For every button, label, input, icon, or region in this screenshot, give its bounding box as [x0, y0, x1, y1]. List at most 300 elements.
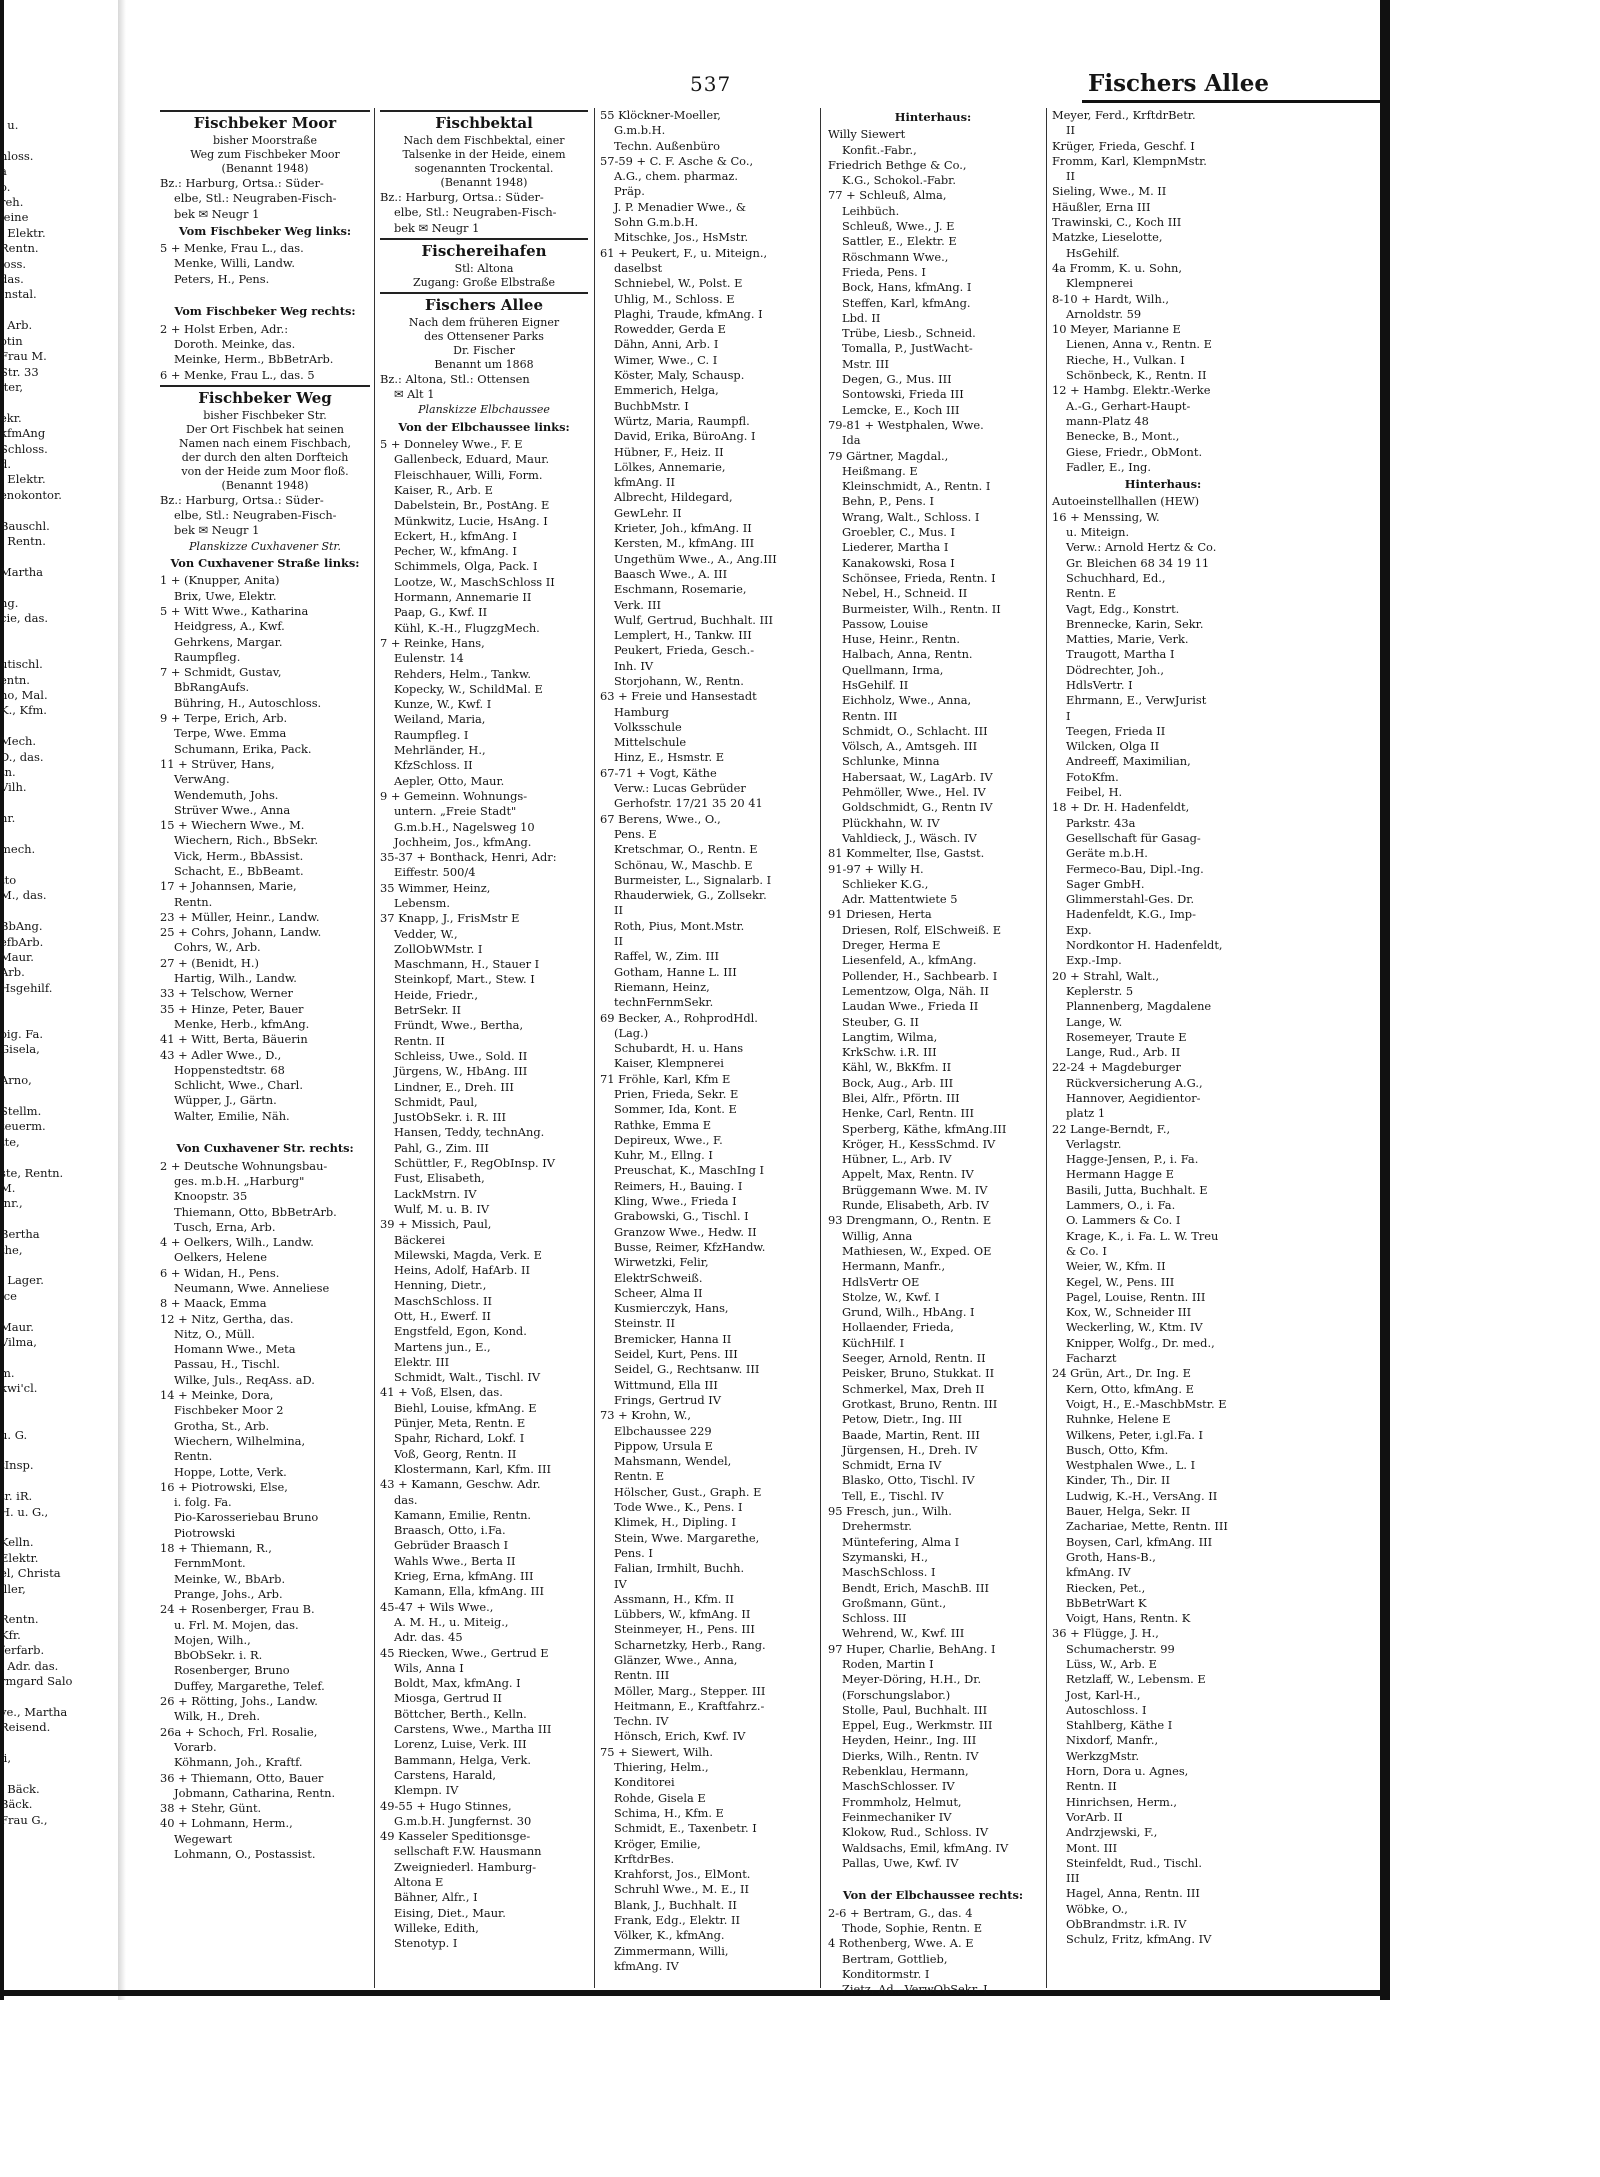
fragment-line: , Lager. — [0, 1273, 44, 1288]
directory-entry: A.-G., Gerhart-Haupt- — [1066, 398, 1191, 413]
directory-entry: VerwAng. — [174, 772, 230, 787]
directory-entry: Maschmann, H., Stauer I — [394, 957, 540, 972]
street-heading: Fischers Allee — [380, 292, 588, 316]
directory-entry: Carstens, Harald, — [394, 1767, 497, 1782]
directory-entry: 18 + Dr. H. Hadenfeldt, — [1052, 800, 1190, 815]
directory-entry: 36 + Flügge, J. H., — [1052, 1626, 1159, 1641]
fragment-line: lter, — [0, 379, 23, 394]
directory-entry: FernmMont. — [174, 1556, 246, 1571]
fragment-line: iller, — [0, 1581, 26, 1596]
directory-column-4 — [828, 108, 1038, 1997]
directory-entry: Wegewart — [174, 1831, 233, 1846]
directory-entry: Hönsch, Erich, Kwf. IV — [614, 1729, 746, 1744]
directory-entry: Schmerkel, Max, Dreh II — [842, 1381, 985, 1396]
directory-entry: Münkwitz, Lucie, HsAng. I — [394, 513, 548, 528]
directory-entry: 73 + Krohn, W., — [600, 1408, 691, 1423]
directory-entry: Gerhofstr. 17/21 35 20 41 — [614, 796, 763, 811]
directory-entry: 15 + Wiechern Wwe., M. — [160, 818, 305, 833]
directory-entry: HsGehilf. II — [842, 677, 909, 692]
fragment-line: otin — [0, 333, 23, 348]
directory-entry: 91-97 + Willy H. — [828, 861, 924, 876]
directory-entry: Raumpfleg. I — [394, 727, 469, 742]
directory-entry: 91 Driesen, Herta — [828, 907, 932, 922]
fragment-line — [0, 642, 112, 657]
directory-entry: Langtim, Wilma, — [842, 1029, 938, 1044]
street-heading: Fischereihafen — [380, 238, 588, 262]
directory-entry: Böttcher, Berth., Kelln. — [394, 1706, 527, 1721]
directory-entry: Aepler, Otto, Maur. — [394, 773, 505, 788]
directory-entry: Kunze, W., Kwf. I — [394, 697, 492, 712]
directory-entry: Zietz, Ad., VerwObSekr. I — [842, 1982, 988, 1997]
directory-entry: bek ✉ Neugr 1 — [174, 206, 260, 221]
fragment-line: Instal. — [0, 287, 37, 302]
directory-entry: kfmAng. II — [614, 475, 676, 490]
directory-entry: Falian, Irmhilt, Buchh. — [614, 1561, 745, 1576]
directory-entry: Kanakowski, Rosa I — [842, 555, 955, 570]
directory-entry: Schumann, Erika, Pack. — [174, 741, 312, 756]
directory-column-3 — [600, 108, 812, 1988]
fragment-line: , Elektr. — [0, 472, 46, 487]
directory-entry: Frank, Edg., Elektr. II — [614, 1913, 740, 1928]
directory-entry: 41 + Voß, Elsen, das. — [380, 1385, 503, 1400]
fragment-line — [0, 1058, 112, 1073]
directory-entry: Rosemeyer, Traute E — [1066, 1029, 1187, 1044]
directory-entry: Pens. E — [614, 826, 657, 841]
directory-entry: Häußler, Erna III — [1052, 199, 1151, 214]
directory-entry: Giese, Friedr., ObMont. — [1066, 444, 1203, 459]
directory-entry: Adr. Mattentwiete 5 — [842, 892, 958, 907]
directory-entry: Schleiss, Uwe., Sold. II — [394, 1048, 528, 1063]
directory-entry: Jobmann, Catharina, Rentn. — [174, 1785, 336, 1800]
street-note: Weg zum Fischbeker Moor — [190, 148, 340, 161]
directory-entry: 67 Berens, Wwe., O., — [600, 811, 721, 826]
directory-entry: Traugott, Martha I — [1066, 647, 1175, 662]
directory-entry: Riecken, Pet., — [1066, 1580, 1146, 1595]
directory-entry: Prange, Johs., Arb. — [174, 1586, 283, 1601]
directory-entry: Weckerling, W., Ktm. IV — [1066, 1320, 1203, 1335]
directory-entry: technFernmSekr. — [614, 995, 714, 1010]
fragment-line: M., das. — [0, 888, 47, 903]
directory-entry: Schlieker K.G., — [842, 876, 929, 891]
directory-entry: Jochheim, Jos., kfmAng. — [394, 834, 532, 849]
directory-entry: Kretschmar, O., Rentn. E — [614, 842, 758, 857]
directory-entry: mann-Platz 48 — [1066, 413, 1149, 428]
directory-entry: Matties, Marie, Verk. — [1066, 632, 1189, 647]
directory-entry: Brennecke, Karin, Sekr. — [1066, 616, 1204, 631]
street-note: (Benannt 1948) — [221, 162, 309, 175]
directory-entry: 18 + Thiemann, R., — [160, 1541, 272, 1556]
directory-entry: Menke, Willi, Landw. — [174, 256, 295, 271]
directory-entry: Seidel, Kurt, Pens. III — [614, 1347, 738, 1362]
directory-entry: Rentn. E — [614, 1469, 665, 1484]
directory-entry: Lohmann, O., Postassist. — [174, 1846, 316, 1861]
directory-entry: Stenotyp. I — [394, 1936, 458, 1951]
directory-entry: i. folg. Fa. — [174, 1495, 232, 1510]
directory-entry: Lindner, E., Dreh. III — [394, 1079, 514, 1094]
directory-entry: Albrecht, Hildegard, — [614, 490, 733, 505]
directory-entry: Wittmund, Ella III — [614, 1377, 718, 1392]
directory-entry: Wahls Wwe., Berta II — [394, 1553, 516, 1568]
directory-entry: Oelkers, Helene — [174, 1250, 268, 1265]
directory-entry: BuchbMstr. I — [614, 398, 689, 413]
directory-entry: 67-71 + Vogt, Käthe — [600, 765, 717, 780]
fragment-line: Bäck. — [0, 1797, 33, 1812]
directory-entry: Lebensm. — [394, 895, 450, 910]
fragment-line: , Adr. das. — [0, 1658, 59, 1673]
directory-entry: Elbchaussee 229 — [614, 1423, 712, 1438]
directory-entry: Schlunke, Minna — [842, 754, 940, 769]
directory-entry: Steinfeldt, Rud., Tischl. — [1066, 1855, 1202, 1870]
directory-entry: Thode, Sophie, Rentn. E — [842, 1921, 983, 1936]
directory-entry: (Lag.) — [614, 1025, 649, 1040]
street-note: bisher Fischbeker Str. — [203, 408, 327, 422]
directory-entry: 22 Lange-Berndt, F., — [1052, 1121, 1171, 1136]
directory-entry: 26a + Schoch, Frl. Rosalie, — [160, 1724, 318, 1739]
directory-entry: Raffel, W., Zim. III — [614, 949, 720, 964]
directory-entry: ElektrSchweiß. — [614, 1270, 703, 1285]
directory-entry: Schüttler, F., RegObInsp. IV — [394, 1156, 555, 1171]
directory-entry: 25 + Cohrs, Johann, Landw. — [160, 925, 322, 940]
fragment-line — [0, 827, 112, 842]
directory-entry: Engstfeld, Egon, Kond. — [394, 1324, 527, 1339]
directory-entry: Wulf, Gertrud, Buchhalt. III — [614, 612, 773, 627]
directory-entry: Trübe, Liesb., Schneid. — [842, 326, 976, 341]
directory-entry: Tomalla, P., JustWacht- — [842, 341, 973, 356]
directory-entry: 11 + Strüver, Hans, — [160, 756, 275, 771]
directory-entry: Willeke, Edith, — [394, 1920, 479, 1935]
directory-entry: Rentn. II — [1066, 1779, 1117, 1794]
directory-entry: Schumacherstr. 99 — [1066, 1641, 1175, 1656]
directory-entry: Jürgensen, H., Dreh. IV — [842, 1442, 978, 1457]
fragment-line: no, Mal. — [0, 688, 48, 703]
street-note: Benannt um 1868 — [434, 357, 534, 371]
fragment-line — [0, 858, 112, 873]
header-rule — [1082, 100, 1380, 103]
fragment-line: d. — [0, 456, 12, 471]
directory-entry: Fründt, Wwe., Bertha, — [394, 1018, 524, 1033]
directory-entry: Kaiser, Klempnerei — [614, 1056, 724, 1071]
directory-entry: Vom Fischbeker Weg rechts: — [174, 304, 356, 319]
directory-entry: Dreger, Herma E — [842, 938, 941, 953]
directory-entry: Fermeco-Bau, Dipl.-Ing. — [1066, 861, 1204, 876]
page-edge-right — [1380, 0, 1390, 2000]
directory-entry: Boldt, Max, kfmAng. I — [394, 1676, 521, 1691]
street-note: Talsenke in der Heide, einem — [402, 148, 566, 161]
directory-entry: Hartig, Wilh., Landw. — [174, 971, 297, 986]
directory-entry: Blank, J., Buchhalt. II — [614, 1897, 737, 1912]
directory-entry: Meinke, Herm., BbBetrArb. — [174, 352, 334, 367]
directory-entry: Klostermann, Karl, Kfm. III — [394, 1461, 552, 1476]
directory-entry: Großmann, Günt., — [842, 1595, 947, 1610]
directory-entry: Rentn. III — [614, 1668, 670, 1683]
directory-entry: Busch, Otto, Kfm. — [1066, 1442, 1169, 1457]
fragment-line: tInsp. — [0, 1458, 34, 1473]
directory-entry: Raumpfleg. — [174, 649, 241, 664]
fragment-line: , Rentn. — [0, 533, 46, 548]
directory-entry: 27 + (Benidt, H.) — [160, 955, 259, 970]
directory-entry: Willig, Anna — [842, 1228, 913, 1243]
directory-entry: Gehrkens, Margar. — [174, 634, 283, 649]
directory-entry: Eckert, H., kfmAng. I — [394, 528, 517, 543]
directory-entry: daselbst — [614, 260, 663, 275]
directory-entry: Walter, Emilie, Näh. — [174, 1108, 290, 1123]
directory-entry: MaschSchlosser. IV — [842, 1779, 955, 1794]
directory-entry: Mojen, Wilh., — [174, 1632, 251, 1647]
directory-entry: Lootze, W., MaschSchloss II — [394, 574, 555, 589]
directory-entry: Rieche, H., Vulkan. I — [1066, 352, 1185, 367]
directory-entry: Grund, Wilh., HbAng. I — [842, 1305, 975, 1320]
directory-entry: Vick, Herm., BbAssist. — [174, 848, 304, 863]
fragment-line: ste, Rentn. — [0, 1165, 64, 1180]
fragment-line — [0, 1397, 112, 1412]
fragment-line: Vilh. — [0, 780, 27, 795]
directory-entry: Hermann Hagge E — [1066, 1167, 1174, 1182]
directory-entry: Mehrländer, H., — [394, 743, 486, 758]
directory-entry: Kamann, Ella, kfmAng. III — [394, 1584, 544, 1599]
fragment-line: , Bäck. — [0, 1781, 40, 1796]
fragment-line: Elektr. — [0, 1550, 39, 1565]
fragment-line: o. — [0, 179, 11, 194]
directory-entry: Ott, H., Ewerf. II — [394, 1309, 491, 1323]
directory-entry: Wirwetzki, Felir, — [614, 1255, 709, 1270]
directory-column-1 — [160, 108, 370, 1988]
directory-entry: Mahsmann, Wendel, — [614, 1454, 732, 1469]
fragment-line — [0, 719, 112, 734]
directory-entry: Peisker, Bruno, Stukkat. II — [842, 1366, 995, 1381]
directory-entry: Carstens, Wwe., Martha III — [394, 1722, 552, 1737]
directory-entry: 38 + Stehr, Günt. — [160, 1801, 262, 1816]
fragment-line: u. G. — [0, 1427, 28, 1442]
directory-entry: Bock, Hans, kfmAng. I — [842, 280, 972, 295]
directory-entry: Schönbeck, K., Rentn. II — [1066, 368, 1207, 383]
fragment-line: entn. — [0, 672, 30, 687]
directory-entry: BetrSekr. II — [394, 1003, 462, 1018]
directory-entry: 16 + Piotrowski, Else, — [160, 1479, 288, 1494]
directory-entry: Schniebel, W., Polst. E — [614, 276, 743, 291]
fragment-line: enokontor. — [0, 487, 62, 502]
directory-entry: Andrzjewski, F., — [1066, 1825, 1158, 1840]
fragment-line — [0, 503, 112, 518]
directory-entry: Pagel, Louise, Rentn. III — [1066, 1289, 1206, 1304]
fragment-line — [0, 1597, 112, 1612]
fragment-line: Martha — [0, 564, 44, 579]
directory-entry: Lienen, Anna v., Rentn. E — [1066, 337, 1212, 352]
directory-entry: 43 + Kamann, Geschw. Adr. — [380, 1477, 541, 1492]
directory-entry: Feibel, H. — [1066, 785, 1123, 800]
fragment-line — [0, 303, 112, 318]
directory-entry: Eppel, Eug., Werkmstr. III — [842, 1718, 993, 1733]
directory-entry: Lölkes, Annemarie, — [614, 459, 726, 474]
directory-entry: Techn. Außenbüro — [614, 138, 720, 153]
fragment-line: kwi'cl. — [0, 1381, 38, 1396]
directory-entry: bek ✉ Neugr 1 — [174, 523, 260, 538]
directory-entry: 49-55 + Hugo Stinnes, — [380, 1798, 512, 1813]
directory-entry: WerkzgMstr. — [1066, 1748, 1140, 1763]
directory-entry: Hübner, F., Heiz. II — [614, 444, 724, 459]
fragment-line — [0, 1689, 112, 1704]
fragment-line: , Elektr. — [0, 225, 46, 240]
directory-entry: kfmAng. IV — [614, 1958, 679, 1973]
directory-entry: 75 + Siewert, Wilh. — [600, 1744, 713, 1759]
fragment-line: Schloss. — [0, 441, 48, 456]
fragment-line: the, — [0, 1242, 23, 1257]
directory-entry: Völker, K., kfmAng. — [614, 1928, 725, 1943]
directory-entry: Wilke, Juls., ReqAss. aD. — [174, 1372, 315, 1387]
fragment-line: M. — [0, 1181, 16, 1196]
directory-entry: Riemann, Heinz, — [614, 979, 710, 994]
fragment-line: hloss. — [0, 148, 34, 163]
directory-entry: Knipper, Wolfg., Dr. med., — [1066, 1335, 1215, 1350]
directory-entry: 24 Grün, Art., Dr. Ing. E — [1052, 1366, 1191, 1381]
fragment-line — [0, 626, 112, 641]
directory-entry: Exp. — [1066, 922, 1092, 937]
directory-entry: 55 Klöckner-Moeller, — [600, 108, 721, 122]
directory-entry: 35 Wimmer, Heinz, — [380, 880, 491, 895]
directory-entry: sellschaft F.W. Hausmann — [394, 1844, 542, 1859]
directory-entry: Kox, W., Schneider III — [1066, 1305, 1192, 1320]
directory-entry: 5 + Donneley Wwe., F. E — [380, 437, 523, 452]
directory-entry: Steinmeyer, H., Pens. III — [614, 1622, 755, 1637]
directory-entry: II — [1066, 169, 1075, 184]
directory-entry: Bendt, Erich, MaschB. III — [842, 1580, 990, 1595]
directory-entry: Kegel, W., Pens. III — [1066, 1274, 1175, 1289]
fragment-line: tto — [0, 872, 17, 887]
directory-entry: 5 + Menke, Frau L., das. — [160, 241, 304, 256]
directory-entry: KfzSchloss. II — [394, 758, 473, 773]
directory-entry: Miosga, Gertrud II — [394, 1691, 502, 1706]
directory-entry: 8-10 + Hardt, Wilh., — [1052, 291, 1170, 306]
fragment-line: Gisela, — [0, 1042, 40, 1057]
directory-entry: Schmidt, Walt., Tischl. IV — [394, 1370, 541, 1385]
directory-entry: Rentn. II — [394, 1033, 445, 1048]
directory-entry: KrftdrBes. — [614, 1851, 675, 1866]
directory-entry: Krieg, Erna, kfmAng. III — [394, 1569, 534, 1584]
directory-entry: Nordkontor H. Hadenfeldt, — [1066, 938, 1223, 953]
directory-entry: 37 Knapp, J., FrisMstr E — [380, 911, 520, 926]
directory-entry: Reimers, H., Bauing. I — [614, 1178, 743, 1193]
column-divider — [820, 108, 821, 1988]
fragment-line: Rentn. — [0, 241, 39, 256]
fragment-line — [0, 1474, 112, 1489]
directory-entry: Wulf, M. u. B. IV — [394, 1201, 490, 1216]
directory-entry: GewLehr. II — [614, 505, 682, 520]
directory-entry: Altona E — [394, 1874, 444, 1889]
directory-entry: Wendemuth, Johs. — [174, 787, 279, 802]
page-edge-bottom — [0, 1990, 1390, 1996]
directory-entry: Hölscher, Gust., Graph. E — [614, 1484, 762, 1499]
directory-entry: Klokow, Rud., Schloss. IV — [842, 1825, 989, 1840]
fragment-line: K., Kfm. — [0, 703, 47, 718]
directory-entry: Rohde, Gisela E — [614, 1790, 706, 1805]
fragment-line: ve., Martha — [0, 1704, 68, 1719]
directory-entry: Lüss, W., Arb. E — [1066, 1656, 1157, 1671]
directory-entry: IV — [614, 1576, 627, 1591]
directory-entry: Möller, Marg., Stepper. III — [614, 1683, 766, 1698]
directory-entry: elbe, Stl.: Neugraben-Fisch- — [174, 508, 337, 523]
directory-entry: Martens jun., E., — [394, 1339, 491, 1354]
directory-entry: Goldschmidt, G., Rentn IV — [842, 800, 993, 815]
directory-entry: Autoschloss. I — [1066, 1702, 1147, 1717]
directory-entry: Weiland, Maria, — [394, 712, 486, 727]
directory-entry: Boysen, Carl, kfmAng. III — [1066, 1534, 1213, 1549]
directory-entry: Schlicht, Wwe., Charl. — [174, 1078, 303, 1093]
directory-entry: 9 + Gemeinn. Wohnungs- — [380, 788, 528, 803]
street-note: (Benannt 1948) — [221, 478, 309, 492]
directory-entry: 9 + Terpe, Erich, Arb. — [160, 711, 288, 726]
directory-entry: Rosenberger, Bruno — [174, 1663, 290, 1678]
directory-entry: Gotham, Hanne L. III — [614, 964, 737, 979]
fragment-line: Bauschl. — [0, 518, 50, 533]
directory-entry: Cohrs, W., Arb. — [174, 940, 261, 955]
directory-entry: 26 + Rötting, Johs., Landw. — [160, 1694, 318, 1709]
directory-entry: Planskizze Elbchaussee — [418, 403, 550, 417]
directory-entry: 5 + Witt Wwe., Katharina — [160, 603, 309, 618]
directory-entry: Krieter, Joh., kfmAng. II — [614, 521, 752, 536]
directory-entry: Plaghi, Traude, kfmAng. I — [614, 306, 763, 321]
directory-entry: 33 + Telschow, Werner — [160, 986, 293, 1001]
directory-entry: Heide, Friedr., — [394, 987, 479, 1002]
street-note: Nach dem früheren Eigner — [408, 315, 560, 329]
directory-entry: Brüggemann Wwe. M. IV — [842, 1182, 988, 1197]
directory-column-2 — [380, 108, 588, 1988]
directory-entry: LackMstrn. IV — [394, 1186, 477, 1201]
directory-entry: Spahr, Richard, Lokf. I — [394, 1431, 525, 1446]
directory-entry: Rentn. III — [842, 708, 898, 723]
fragment-line: Hsgehilf. — [0, 980, 53, 995]
directory-entry: Kinder, Th., Dir. II — [1066, 1473, 1170, 1488]
fragment-line: ferfarb. — [0, 1643, 45, 1658]
directory-entry: Friedrich Bethge & Co., — [828, 157, 967, 172]
directory-entry: David, Erika, BüroAng. I — [614, 429, 756, 444]
directory-entry: Schönsee, Frieda, Rentn. I — [842, 570, 996, 585]
fragment-line: reh. — [0, 195, 24, 210]
directory-entry: Ungethüm Wwe., A., Ang.III — [614, 551, 777, 566]
directory-entry: Konfit.-Fabr., — [842, 142, 917, 157]
directory-entry: 49 Kasseler Speditionsge- — [380, 1829, 531, 1844]
directory-entry: Dierks, Wilh., Rentn. IV — [842, 1748, 979, 1763]
fragment-line: ice — [0, 1288, 17, 1303]
directory-entry: Hübner, L., Arb. IV — [842, 1152, 952, 1167]
directory-entry: Wrang, Walt., Schloss. I — [842, 509, 980, 524]
directory-entry: 10 Meyer, Marianne E — [1052, 322, 1181, 337]
fragment-line: Arb. — [0, 965, 25, 980]
directory-entry: Hinrichsen, Herm., — [1066, 1794, 1178, 1809]
directory-entry: bek ✉ Neugr 1 — [394, 220, 480, 235]
directory-entry: Rathke, Emma E — [614, 1117, 712, 1132]
directory-entry: Verlagstr. — [1066, 1136, 1122, 1151]
directory-entry: Schimmels, Olga, Pack. I — [394, 559, 538, 574]
directory-entry: Rowedder, Gerda E — [614, 322, 726, 337]
directory-entry: II — [614, 934, 623, 949]
directory-entry: Kaiser, R., Arb. E — [394, 482, 493, 497]
directory-entry: Wilcken, Olga II — [1066, 739, 1160, 754]
fragment-line — [0, 1412, 112, 1427]
directory-entry: 79-81 + Westphalen, Wwe. — [828, 417, 984, 432]
directory-entry: Verw.: Lucas Gebrüder — [614, 781, 746, 796]
fragment-line: Maur. — [0, 949, 34, 964]
directory-entry: Teegen, Frieda II — [1066, 723, 1166, 738]
directory-entry: 22-24 + Magdeburger — [1052, 1060, 1181, 1075]
directory-entry: Appelt, Max, Rentn. IV — [842, 1167, 974, 1182]
directory-entry: Rebenklau, Hermann, — [842, 1764, 969, 1779]
directory-entry: Hermann, Manfr., — [842, 1259, 946, 1274]
directory-entry: Zimmermann, Willi, — [614, 1943, 729, 1958]
directory-entry: Lange, W. — [1066, 1014, 1123, 1029]
directory-entry: Schuchhard, Ed., — [1066, 570, 1166, 585]
directory-entry: Groth, Hans-B., — [1066, 1549, 1156, 1564]
directory-entry: G.m.b.H. — [614, 123, 666, 138]
directory-entry: Sperberg, Käthe, kfmAng.III — [842, 1121, 1007, 1136]
